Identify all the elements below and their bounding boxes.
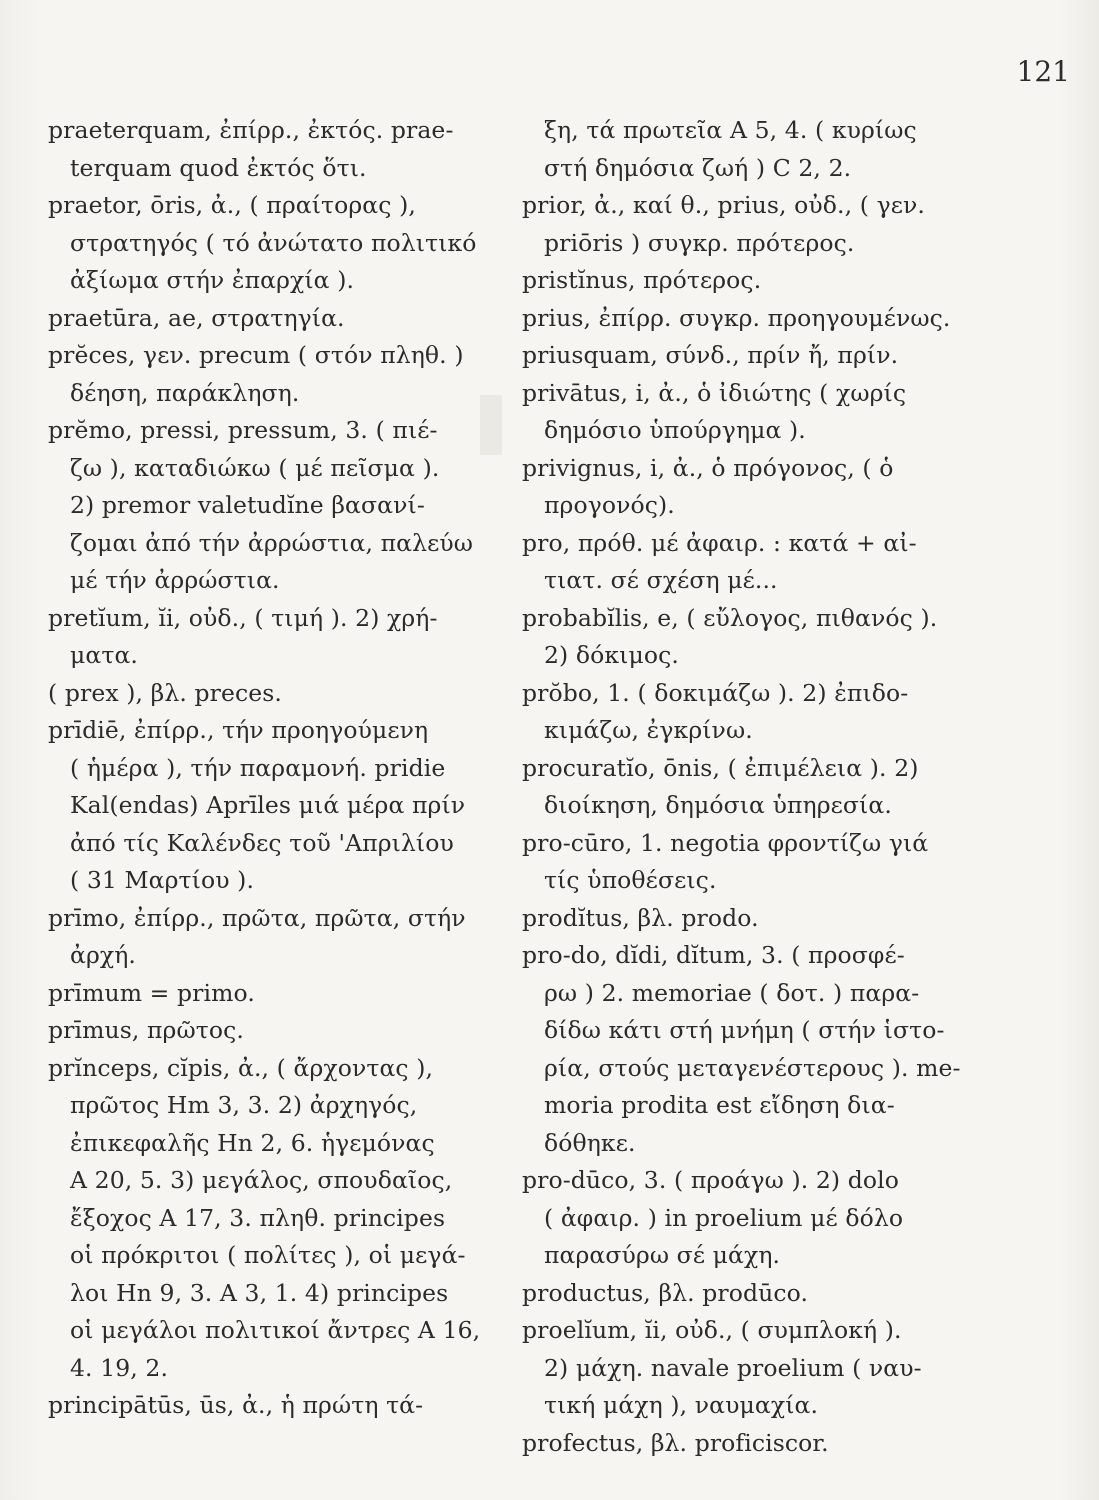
- entry-line: prĕmo, pressi, pressum, 3. ( πιέ-: [48, 416, 438, 444]
- entry-line: prīmum = primo.: [48, 978, 255, 1007]
- entry-line: τιατ. σέ σχέση μέ...: [544, 566, 778, 594]
- entry-line: moria prodita est εἴδηση δια-: [544, 1091, 895, 1119]
- entry-line: 2) μάχη. navale proelium ( ναυ-: [544, 1353, 922, 1382]
- entry-line: terquam quod ἐκτός ὅτι.: [70, 153, 367, 182]
- entry-line: Kal(endas) Aprīles μιά μέρα πρίν: [70, 791, 466, 819]
- entry-line: ἐπικεφαλῆς Hn 2, 6. ἡγεμόνας: [70, 1128, 435, 1157]
- entry-line: ( ἀφαιρ. ) in proelium μέ δόλο: [544, 1203, 904, 1232]
- entry-line: prīmus, πρῶτος.: [48, 1016, 244, 1044]
- entry-line: τίς ὑποθέσεις.: [544, 866, 717, 894]
- entry-line: praeterquam, ἐπίρρ., ἐκτός. prae-: [48, 116, 454, 144]
- entry-line: profectus, βλ. proficiscor.: [522, 1428, 829, 1457]
- entry-line: prĕces, γεν. precum ( στόν πληθ. ): [48, 341, 464, 369]
- entry-line: priusquam, σύνδ., πρίν ἤ, πρίν.: [522, 341, 899, 369]
- entry-line: prius, ἐπίρρ. συγκρ. προηγουμένως.: [522, 303, 951, 332]
- entry-line: δέηση, παράκληση.: [70, 378, 300, 407]
- entry-line: μέ τήν ἀρρώστια.: [70, 566, 280, 594]
- entry-line: probabĭlis, e, ( εὔλογος, πιθανός ).: [522, 603, 938, 632]
- entry-line: τική μάχη ), ναυμαχία.: [544, 1391, 819, 1419]
- entry-line: 2) premor valetudĭne βασανί-: [70, 491, 425, 519]
- entry-line: 2) δόκιμος.: [544, 641, 679, 669]
- entry-line: οἱ πρόκριτοι ( πολίτες ), οἱ μεγά-: [70, 1241, 466, 1269]
- entry-line: στρατηγός ( τό ἀνώτατο πολιτικό: [70, 228, 477, 257]
- entry-line: οἱ μεγάλοι πολιτικοί ἄντρες A 16,: [70, 1316, 481, 1344]
- entry-line: κιμάζω, ἐγκρίνω.: [544, 716, 753, 744]
- entry-line: ( ἡμέρα ), τήν παραμονή. pridie: [70, 753, 446, 782]
- entry-line: pro-do, dĭdi, dĭtum, 3. ( προσφέ-: [522, 941, 905, 969]
- entry-line: ( prex ), βλ. preces.: [48, 678, 282, 707]
- entry-line: ἀξίωμα στήν ἐπαρχία ).: [70, 266, 355, 294]
- entry-line: 4. 19, 2.: [70, 1353, 169, 1382]
- entry-line: pro-dūco, 3. ( προάγω ). 2) dolo: [522, 1166, 900, 1194]
- entry-line: prodĭtus, βλ. prodo.: [522, 903, 759, 932]
- entry-line: δόθηκε.: [544, 1128, 636, 1157]
- entry-line: pretĭum, ĭi, οὐδ., ( τιμή ). 2) χρή-: [48, 603, 438, 632]
- entry-line: διοίκηση, δημόσια ὑπηρεσία.: [544, 791, 892, 819]
- entry-line: priōris ) συγκρ. πρότερος.: [544, 228, 855, 257]
- entry-line: λοι Hn 9, 3. A 3, 1. 4) principes: [70, 1278, 449, 1307]
- page-number: 121: [1016, 55, 1070, 88]
- entry-line: pristĭnus, πρότερος.: [522, 266, 762, 294]
- entry-line: pro, πρόθ. μέ ἀφαιρ. : κατά + αἰ-: [522, 528, 917, 557]
- entry-line: praetor, ōris, ἀ., ( πραίτορας ),: [48, 191, 416, 219]
- left-column: [48, 112, 498, 1425]
- entry-line: A 20, 5. 3) μεγάλος, σπουδαῖος,: [70, 1166, 453, 1194]
- entry-line: privignus, i, ἀ., ὁ πρόγονος, ( ὁ: [522, 453, 894, 482]
- entry-line: prŏbo, 1. ( δοκιμάζω ). 2) ἐπιδο-: [522, 678, 909, 707]
- entry-line: ζω ), καταδιώκω ( μέ πεῖσμα ).: [70, 453, 440, 482]
- entry-line: πρῶτος Hm 3, 3. 2) ἀρχηγός,: [70, 1091, 418, 1119]
- entry-line: ἔξοχος A 17, 3. πληθ. principes: [70, 1203, 446, 1232]
- entry-line: privātus, i, ἀ., ὁ ἰδιώτης ( χωρίς: [522, 378, 907, 407]
- entry-line: prior, ἀ., καί θ., prius, οὐδ., ( γεν.: [522, 191, 925, 219]
- entry-line: pro-cūro, 1. negotia φροντίζω γιά: [522, 828, 929, 857]
- entry-line: praetūra, ae, στρατηγία.: [48, 303, 345, 332]
- entry-line: ζομαι ἀπό τήν ἀρρώστια, παλεύω: [70, 528, 474, 557]
- entry-line: principātūs, ūs, ἀ., ἡ πρώτη τά-: [48, 1391, 424, 1419]
- entry-line: ξη, τά πρωτεῖα A 5, 4. ( κυρίως: [544, 116, 917, 144]
- entry-line: ἀπό τίς Καλένδες τοῦ 'Απριλίου: [70, 828, 454, 857]
- entry-line: δίδω κάτι στή μνήμη ( στήν ἱστο-: [544, 1016, 945, 1044]
- entry-line: ρία, στούς μεταγενέστερους ). me-: [544, 1053, 961, 1082]
- entry-line: προγονός).: [544, 491, 675, 519]
- entry-line: ρω ) 2. memoriae ( δοτ. ) παρα-: [544, 978, 920, 1007]
- entry-line: prīdiē, ἐπίρρ., τήν προηγούμενη: [48, 716, 429, 744]
- entry-line: δημόσιο ὑπούργημα ).: [544, 416, 806, 444]
- entry-line: στή δημόσια ζωή ) C 2, 2.: [544, 153, 852, 182]
- right-column: [522, 112, 972, 1462]
- entry-line: prīmo, ἐπίρρ., πρῶτα, πρῶτα, στήν: [48, 903, 466, 932]
- entry-line: ἀρχή.: [70, 941, 136, 969]
- entry-line: ( 31 Μαρτίου ).: [70, 866, 255, 894]
- entry-line: procuratĭo, ōnis, ( ἐπιμέλεια ). 2): [522, 753, 919, 782]
- entry-line: prĭnceps, cĭpis, ἀ., ( ἄρχοντας ),: [48, 1053, 434, 1082]
- entry-line: proelĭum, ĭi, οὐδ., ( συμπλοκή ).: [522, 1316, 902, 1344]
- entry-line: ματα.: [70, 641, 138, 669]
- entry-line: παρασύρω σέ μάχη.: [544, 1241, 781, 1269]
- entry-line: productus, βλ. prodūco.: [522, 1278, 809, 1307]
